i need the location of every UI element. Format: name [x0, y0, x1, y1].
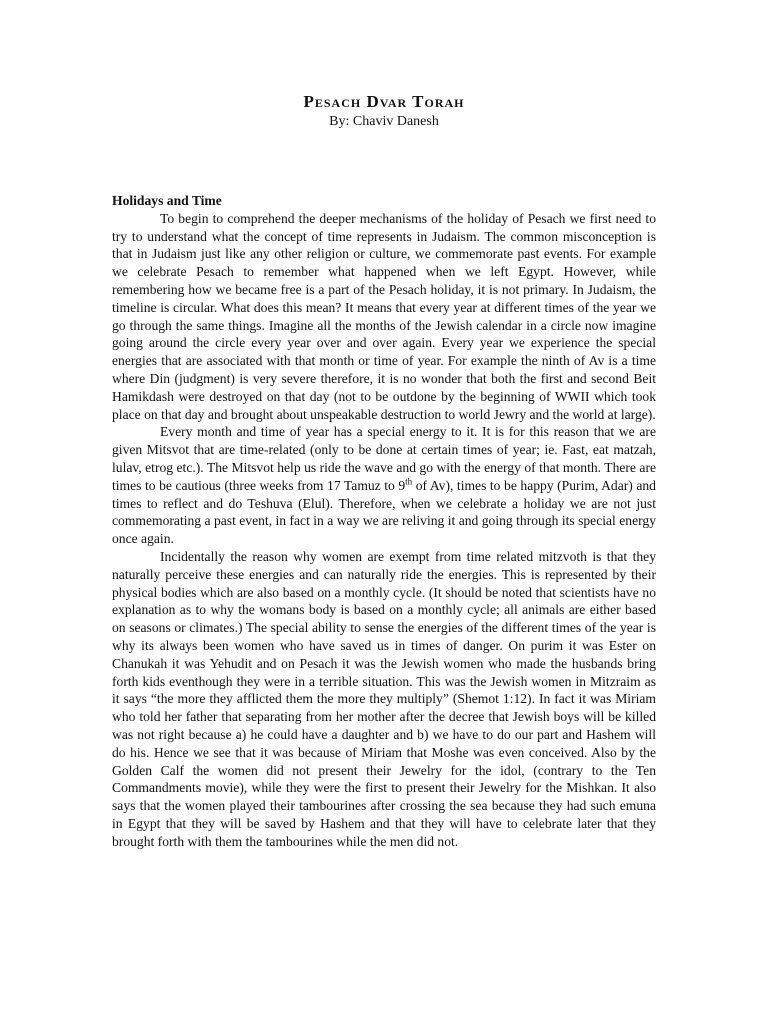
- document-title: Pesach Dvar Torah: [303, 92, 465, 111]
- paragraph-1: To begin to comprehend the deeper mechanisms of the holiday of Pesach we first need to try to understand what the concept of time represents in Judaism. The common misconception is that in Judaism just like any other religion or culture, we commemorate past events. For example we celebrate Pesach to remember what happened when we left Egypt. However, while remembering how we became free is a part of the Pesach holiday, it is not primary. In Judaism, the timeline is circular. What does this mean? It means that every year at different times of the year we go through the same things. Imagine all the months of the Jewish calendar in a circle now imagine going around the circle every year over and over again. Every year we experience the special energies that are associated with that month or time of year. For example the ninth of Av is a time where Din (judgment) is very severe therefore, it is no wonder that both the first and second Beit Hamikdash were destroyed on that day (not to be outdone by the beginning of WWII which took place on that day and brought about unspeakable destruction to world Jewry and the world at large).: [112, 210, 656, 422]
- ordinal-superscript: th: [405, 476, 413, 487]
- document-byline: By: Chaviv Danesh: [329, 114, 439, 129]
- document-body: [112, 192, 656, 850]
- paragraph-2: [112, 423, 656, 548]
- paragraph-2-text-after: of Av), times to be happy (Purim, Adar) and times to reflect and do Teshuva (Elul). Therefore, when we celebrate a holiday we are not just commemorating a past event, in fact in a way we are reliving it and going through its special energy once again.: [112, 477, 656, 547]
- paragraph-2-text-before: Every month and time of year has a special energy to it. It is for this reason that we are given Mitsvot that are time-related (only to be done at certain times of year; ie. Fast, eat matzah, lulav, etrog etc.). The Mitsvot help us ride the wave and go with the energy of that month. There are times to be cautious (three weeks from 17 Tamuz to 9: [112, 424, 656, 493]
- section-heading: Holidays and Time: [112, 193, 222, 208]
- paragraph-3: Incidentally the reason why women are exempt from time related mitzvoth is that they naturally perceive these energies and can naturally ride the energies. This is represented by their physical bodies which are also based on a monthly cycle. (It should be noted that scientists have no explanation as to why the womans body is based on a monthly cycle; all animals are either based on seasons or climates.) The special ability to sense the energies of the different times of the year is why its always been women who have saved us in times of danger. On purim it was Ester on Chanukah it was Yehudit and on Pesach it was the Jewish women who made the husbands bring forth kids eventhough they were in a terrible situation. This was the Jewish women in Mitzraim as it says “the more they afflicted them the more they multiply” (Shemot 1:12). In fact it was Miriam who told her father that separating from her mother after the decree that Jewish boys will be killed was not right because a) he could have a daughter and b) we have to do our part and Hashem will do his. Hence we see that it was because of Miriam that Moshe was even conceived. Also by the Golden Calf the women did not present their Jewelry for the idol, (contrary to the Ten Commandments movie), while they were the first to present their Jewelry for the Mishkan. It also says that the women played their tambourines after crossing the sea because they had such emuna in Egypt that they will be saved by Hashem and that they will have to celebrate later that they brought forth with them the tambourines while the men did not.: [112, 548, 656, 849]
